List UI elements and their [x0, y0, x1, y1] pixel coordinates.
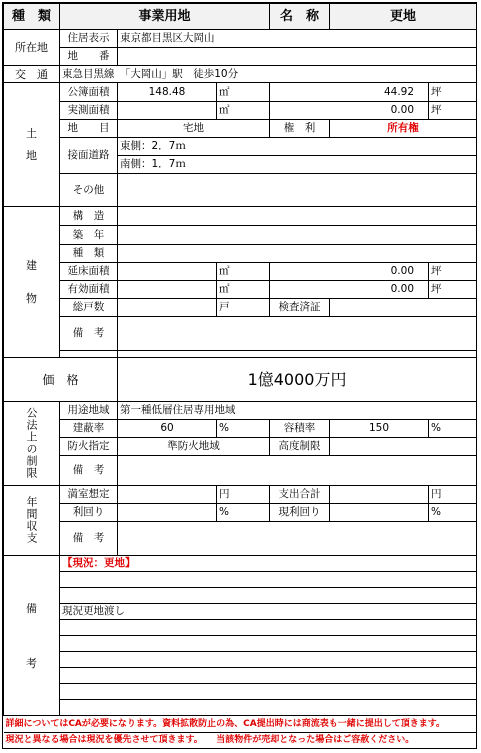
remarks-line-blank	[60, 572, 477, 588]
far-unit: %	[429, 420, 477, 438]
land-type-label: 地 目	[60, 120, 118, 138]
regulation-category: 公法上の制限	[25, 406, 38, 479]
remarks-line-2: 現況更地渡し	[60, 604, 477, 620]
land-category: 土 地	[4, 83, 60, 207]
floor-area-tsubo: 0.00	[270, 263, 429, 281]
public-area-tsubo: 44.92	[270, 83, 429, 102]
effective-area-tsubo: 0.00	[270, 281, 429, 299]
kind-value	[118, 245, 477, 263]
effective-area-label: 有効面積	[60, 281, 118, 299]
remarks-line-blank	[60, 620, 477, 636]
road-south: 南側：1．7ｍ	[118, 156, 477, 174]
survey-area-label: 実測面積	[60, 102, 118, 120]
structure-label: 構 造	[60, 207, 118, 226]
type-label: 種 類	[4, 4, 60, 30]
expense-unit: 円	[429, 486, 477, 504]
address-label: 住居表示	[60, 30, 118, 48]
coverage-value: 60	[118, 420, 217, 438]
full-unit: 円	[217, 486, 270, 504]
road-label: 接面道路	[60, 138, 118, 174]
structure-value	[118, 207, 477, 226]
building-spacer-value	[118, 351, 477, 358]
note-line-2: 現況と異なる場合は現況を優先させて頂きます。 当該物件が売却となった場合はご容赦ください。	[4, 733, 477, 749]
remarks-line-blank	[60, 652, 477, 668]
current-yield-unit: %	[429, 504, 477, 522]
price-value: 1億4000万円	[118, 358, 477, 402]
price-label: 価 格	[4, 358, 118, 402]
rights-label: 権 利	[270, 120, 330, 138]
expense-label: 支出合計	[270, 486, 330, 504]
income-category: 年間収支	[25, 495, 38, 544]
units-value	[118, 299, 217, 317]
public-area-tsubo-unit: 坪	[429, 83, 477, 102]
note-line-1: 詳細についてはCAが必要になります。資料拡散防止の為、CA提出時には商流表も一緒に提出して頂きます。	[4, 716, 477, 733]
fire-value: 準防火地域	[118, 438, 270, 456]
public-area-label: 公簿面積	[60, 83, 118, 102]
survey-area-tsubo: 0.00	[270, 102, 429, 120]
building-category: 建 物	[4, 207, 60, 358]
yield-label: 利回り	[60, 504, 118, 522]
type-value: 事業用地	[60, 4, 270, 30]
fire-label: 防火指定	[60, 438, 118, 456]
other-value	[118, 174, 477, 207]
kind-label: 種 類	[60, 245, 118, 263]
public-area-value: 148.48	[118, 83, 217, 102]
effective-area-unit: ㎡	[217, 281, 270, 299]
survey-area-tsubo-unit: 坪	[429, 102, 477, 120]
regulation-category-cell	[4, 402, 60, 486]
regulation-remarks-label: 備 考	[60, 456, 118, 486]
survey-area-value	[118, 102, 217, 120]
other-label: その他	[60, 174, 118, 207]
remarks-category: 備 考	[4, 556, 60, 716]
remarks-line-blank	[60, 684, 477, 700]
units-unit: 戸	[217, 299, 270, 317]
transport-category: 交 通	[4, 66, 60, 83]
zone-value: 第一種低層住居専用地域	[118, 402, 477, 420]
road-east: 東側：2．7ｍ	[118, 138, 477, 156]
income-remarks-value	[118, 522, 477, 556]
remarks-line-1: 【現況：更地】	[60, 556, 477, 572]
lot-label: 地 番	[60, 48, 118, 66]
building-spacer	[60, 351, 118, 358]
lot-value	[118, 48, 477, 66]
building-remarks-label: 備 考	[60, 317, 118, 351]
property-sheet	[2, 2, 477, 749]
height-label: 高度制限	[270, 438, 330, 456]
floor-area-label: 延床面積	[60, 263, 118, 281]
location-category: 所在地	[4, 30, 60, 66]
height-value	[330, 438, 477, 456]
remarks-line-blank	[60, 700, 477, 716]
coverage-label: 建蔽率	[60, 420, 118, 438]
built-value	[118, 226, 477, 245]
name-label: 名 称	[270, 4, 330, 30]
regulation-remarks-value	[118, 456, 477, 486]
remarks-line-blank	[60, 636, 477, 652]
current-yield-label: 現利回り	[270, 504, 330, 522]
public-area-unit: ㎡	[217, 83, 270, 102]
remarks-line-blank	[60, 668, 477, 684]
land-type-value: 宅地	[118, 120, 270, 138]
effective-area-value	[118, 281, 217, 299]
survey-area-unit: ㎡	[217, 102, 270, 120]
full-value	[118, 486, 217, 504]
address-value: 東京都目黒区大岡山	[118, 30, 477, 48]
zone-label: 用途地域	[60, 402, 118, 420]
far-label: 容積率	[270, 420, 330, 438]
building-remarks-value	[118, 317, 477, 351]
units-label: 総戸数	[60, 299, 118, 317]
far-value: 150	[330, 420, 429, 438]
inspection-value	[330, 299, 477, 317]
remarks-line-blank	[60, 588, 477, 604]
effective-area-tsubo-unit: 坪	[429, 281, 477, 299]
yield-value	[118, 504, 217, 522]
floor-area-value	[118, 263, 217, 281]
built-label: 築 年	[60, 226, 118, 245]
income-category-cell	[4, 486, 60, 556]
full-label: 満室想定	[60, 486, 118, 504]
transport-value: 東急目黒線 「大岡山」駅 徒歩10分	[60, 66, 477, 83]
floor-area-unit: ㎡	[217, 263, 270, 281]
expense-value	[330, 486, 429, 504]
current-yield-value	[330, 504, 429, 522]
yield-unit: %	[217, 504, 270, 522]
inspection-label: 検査済証	[270, 299, 330, 317]
rights-value: 所有権	[330, 120, 477, 138]
income-remarks-label: 備 考	[60, 522, 118, 556]
floor-area-tsubo-unit: 坪	[429, 263, 477, 281]
coverage-unit: %	[217, 420, 270, 438]
name-value: 更地	[330, 4, 477, 30]
